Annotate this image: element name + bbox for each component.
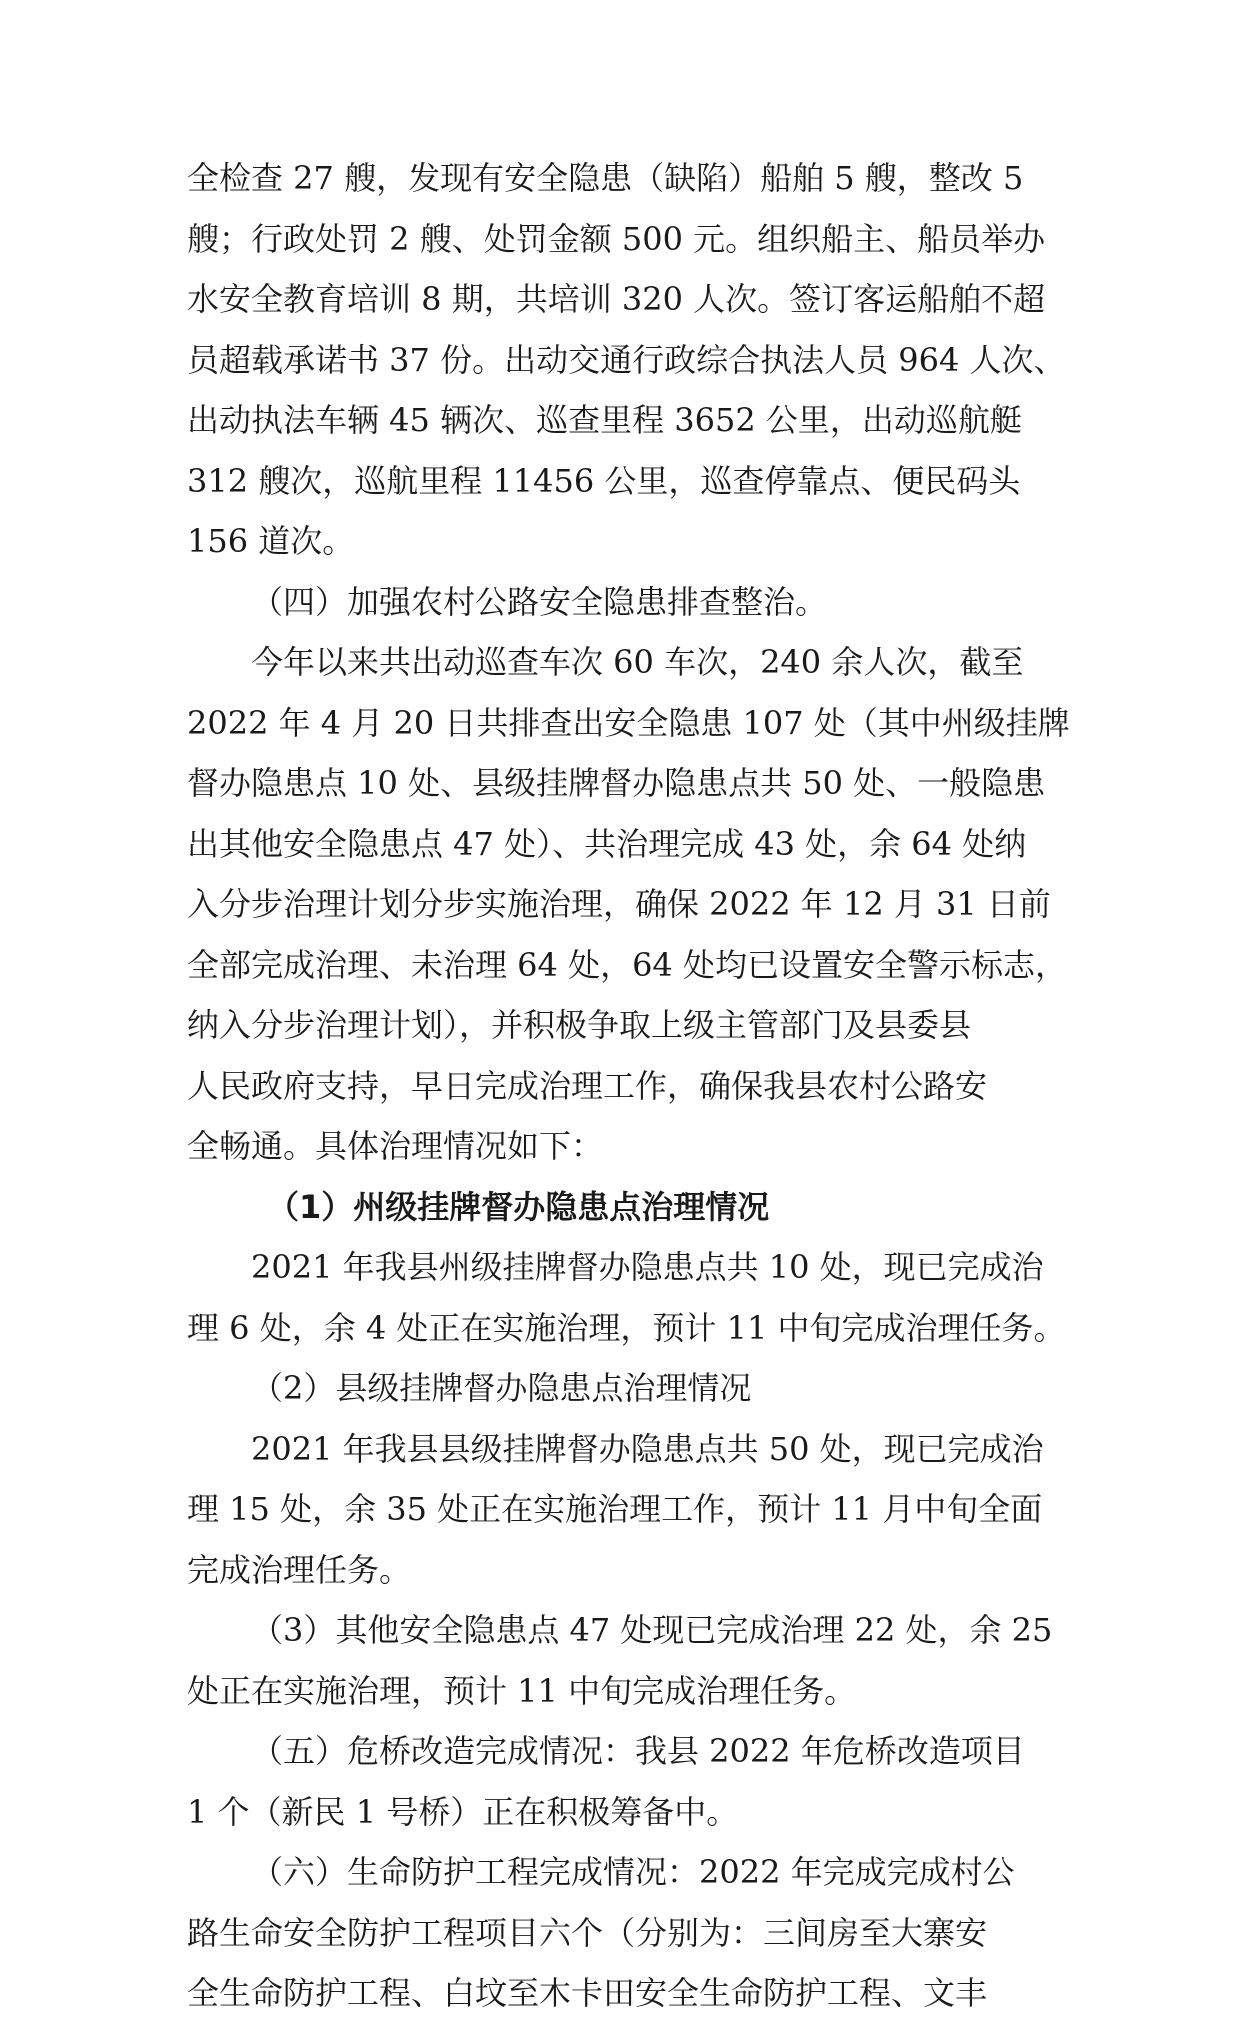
text-line: 理 6 处，余 4 处正在实施治理，预计 11 中旬完成治理任务。 (187, 1308, 1066, 1347)
text-line: 路生命安全防护工程项目六个（分别为：三间房至大寨安 (187, 1913, 988, 1952)
section-heading-5: （五）危桥改造完成情况：我县 2022 年危桥改造项目 (251, 1732, 1025, 1770)
text-line: 2021 年我县州级挂牌督办隐患点共 10 处，现已完成治 (251, 1248, 1044, 1286)
text-line: 处正在实施治理，预计 11 中旬完成治理任务。 (187, 1671, 857, 1710)
text-line: 理 15 处，余 35 处正在实施治理工作，预计 11 月中旬全面 (187, 1490, 1043, 1528)
text-line: 今年以来共出动巡查车次 60 车次，240 余人次，截至 (251, 643, 1024, 681)
text-line: 156 道次。 (187, 522, 355, 560)
text-line: 全生命防护工程、白坟至木卡田安全生命防护工程、文丰 (187, 1974, 988, 2012)
text-line: 出动执法车辆 45 辆次、巡查里程 3652 公里，出动巡航艇 (187, 401, 1022, 439)
section-heading-4: （四）加强农村公路安全隐患排查整治。 (251, 582, 828, 621)
text-line: 全畅通。具体治理情况如下： (187, 1127, 604, 1165)
text-line: 艘；行政处罚 2 艘、处罚金额 500 元。组织船主、船员举办 (187, 219, 1046, 258)
text-line: 2021 年我县县级挂牌督办隐患点共 50 处，现已完成治 (251, 1429, 1044, 1468)
text-line: 全检查 27 艘，发现有安全隐患（缺陷）船舶 5 艘，整改 5 (187, 159, 1024, 197)
text-line: 水安全教育培训 8 期，共培训 320 人次。签订客运船舶不超 (187, 280, 1046, 318)
text-line: 完成治理任务。 (187, 1550, 412, 1589)
text-line: 1 个（新民 1 号桥）正在积极筹备中。 (187, 1792, 739, 1831)
document-body (187, 148, 1087, 2024)
text-line: 纳入分步治理计划），并积极争取上级主管部门及县委县 (187, 1006, 972, 1044)
section-heading-6: （六）生命防护工程完成情况：2022 年完成完成村公 (251, 1853, 1015, 1891)
text-line: 全部完成治理、未治理 64 处，64 处均已设置安全警示标志， (187, 945, 1067, 984)
text-line: 312 艘次，巡航里程 11456 公里，巡查停靠点、便民码头 (187, 461, 1021, 500)
text-line: 督办隐患点 10 处、县级挂牌督办隐患点共 50 处、一般隐患 (187, 764, 1046, 802)
text-line: 入分步治理计划分步实施治理，确保 2022 年 12 月 31 日前 (187, 885, 1051, 923)
text-line: 出其他安全隐患点 47 处）、共治理完成 43 处，余 64 处纳 (187, 824, 1027, 863)
subsection-heading-2: （2）县级挂牌督办隐患点治理情况 (251, 1369, 752, 1407)
text-line: 员超载承诺书 37 份。出动交通行政综合执法人员 964 人次、 (187, 340, 1066, 379)
text-line: 人民政府支持，早日完成治理工作，确保我县农村公路安 (187, 1066, 988, 1105)
text-line: 2022 年 4 月 20 日共排查出安全隐患 107 处（其中州级挂牌 (187, 703, 1070, 742)
subsection-item-3: （3）其他安全隐患点 47 处现已完成治理 22 处，余 25 (251, 1611, 1053, 1649)
subsection-heading-1: （1）州级挂牌督办隐患点治理情况 (267, 1187, 770, 1226)
